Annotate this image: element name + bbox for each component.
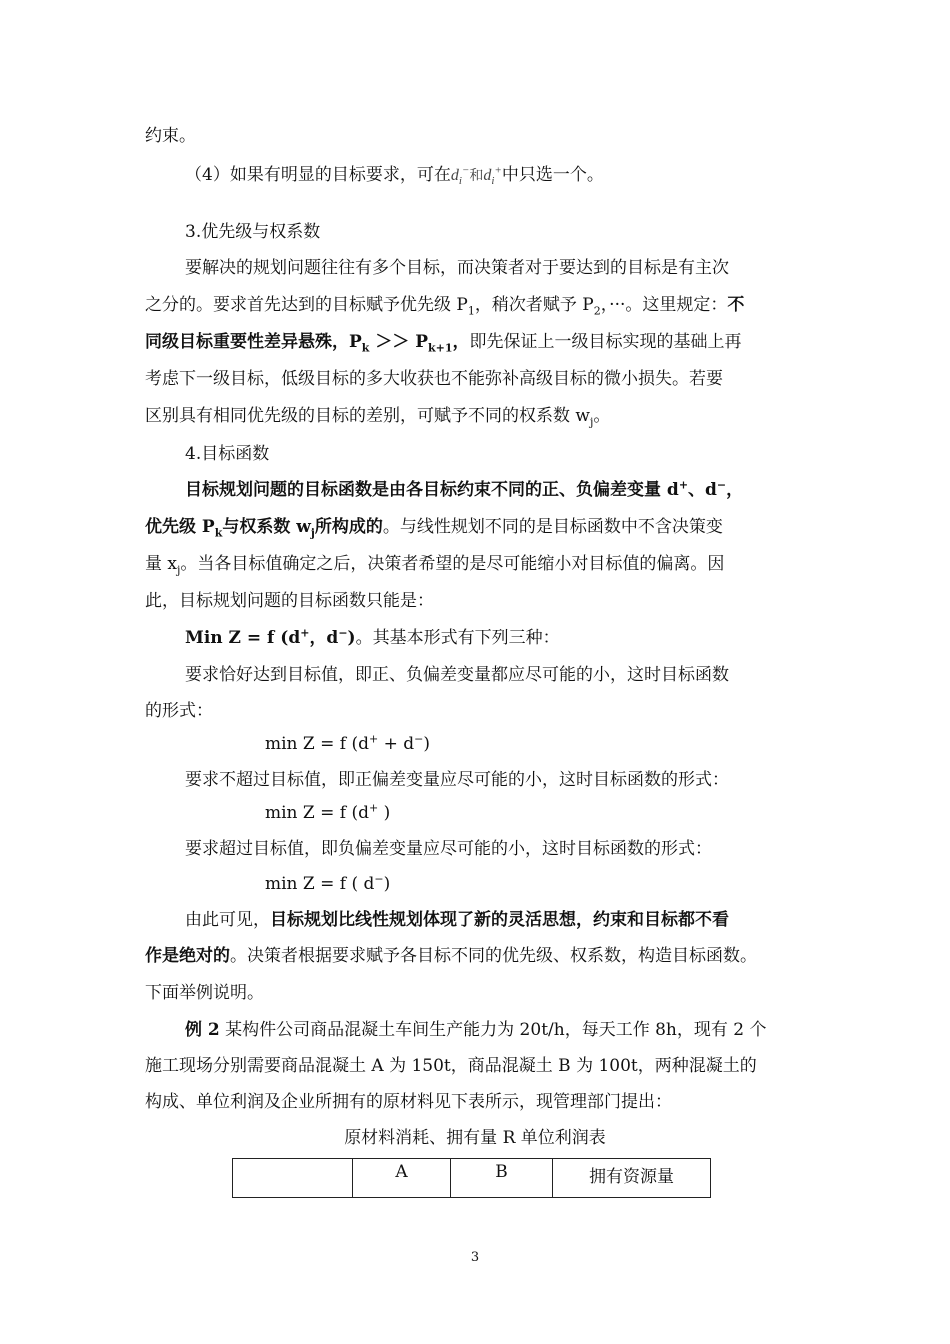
para-line: 要解决的规划问题往往有多个目标，而决策者对于要达到的目标是有主次 [185,258,729,278]
deviation-formula: $d_i^-$和$d_i^+$ [450,164,502,188]
para-line: 要求不超过目标值，即正偏差变量应尽可能的小，这时目标函数的形式： [185,770,729,790]
para-line: 之分的。要求首先达到的目标赋予优先级 $P_1$，稍次者赋予 $P_2$，···。这里规定：不 [145,295,745,318]
para-line: 约束。 [145,126,196,146]
para-line: 由此可见，目标规划比线性规划体现了新的灵活思想，约束和目标都不看 [185,910,729,930]
table-header-cell: A [353,1159,451,1198]
para-line: 施工现场分别需要商品混凝土 A 为 150t，商品混凝土 B 为 100t，两种混凝土的 [145,1056,757,1076]
section-heading: 3.优先级与权系数 [185,222,321,242]
para-line: 区别具有相同优先级的目标的差别，可赋予不同的权系数 $w_j$。 [145,406,611,429]
para-line: 同级目标重要性差异悬殊，$P_k >> P_{k+1}$，即先保证上一级目标实现的基础上再 [145,332,742,355]
table-header-cell: 拥有资源量 [553,1159,711,1198]
para-line: 要求超过目标值，即负偏差变量应尽可能的小，这时目标函数的形式： [185,839,712,859]
page-number: 3 [470,1250,480,1265]
equation: min Z = f (d+ + d−) [265,732,430,754]
formula-line: Min Z = f (d+，d−)。其基本形式有下列三种： [185,626,560,648]
section-heading: 4.目标函数 [185,444,270,464]
para-line: 要求恰好达到目标值，即正、负偏差变量都应尽可能的小，这时目标函数 [185,665,729,685]
para-line: 优先级 $P_k$与权系数 $w_j$所构成的。与线性规划不同的是目标函数中不含决策变 [145,517,723,540]
para-line: 作是绝对的。决策者根据要求赋予各目标不同的优先级、权系数，构造目标函数。 [145,946,757,966]
para-line: 构成、单位利润及企业所拥有的原材料见下表所示，现管理部门提出： [145,1092,672,1112]
para-line: 考虑下一级目标，低级目标的多大收获也不能弥补高级目标的微小损失。若要 [145,369,723,389]
equation: min Z = f ( d−) [265,872,391,894]
para-line: 量 $x_j$。当各目标值确定之后，决策者希望的是尽可能缩小对目标值的偏离。因 [145,554,725,577]
para-line: 例 2 某构件公司商品混凝土车间生产能力为 20t/h，每天工作 8h，现有 2 个 [185,1020,767,1040]
para-line: 的形式： [145,701,213,721]
table-header-row [233,1159,711,1198]
table-caption: 原材料消耗、拥有量 R 单位利润表 [344,1128,606,1148]
para-line: 下面举例说明。 [145,983,264,1003]
equation: min Z = f (d+ ) [265,801,391,823]
para-line: 目标规划问题的目标函数是由各目标约束不同的正、负偏差变量 d+、d−， [185,478,744,500]
table-header-cell [233,1159,353,1198]
resource-table [232,1158,711,1198]
para-line: 此，目标规划问题的目标函数只能是： [145,591,434,611]
table-header-cell: B [451,1159,553,1198]
para-line: （4）如果有明显的目标要求，可在$d_i^-$和$d_i^+$中只选一个。 [185,164,604,188]
